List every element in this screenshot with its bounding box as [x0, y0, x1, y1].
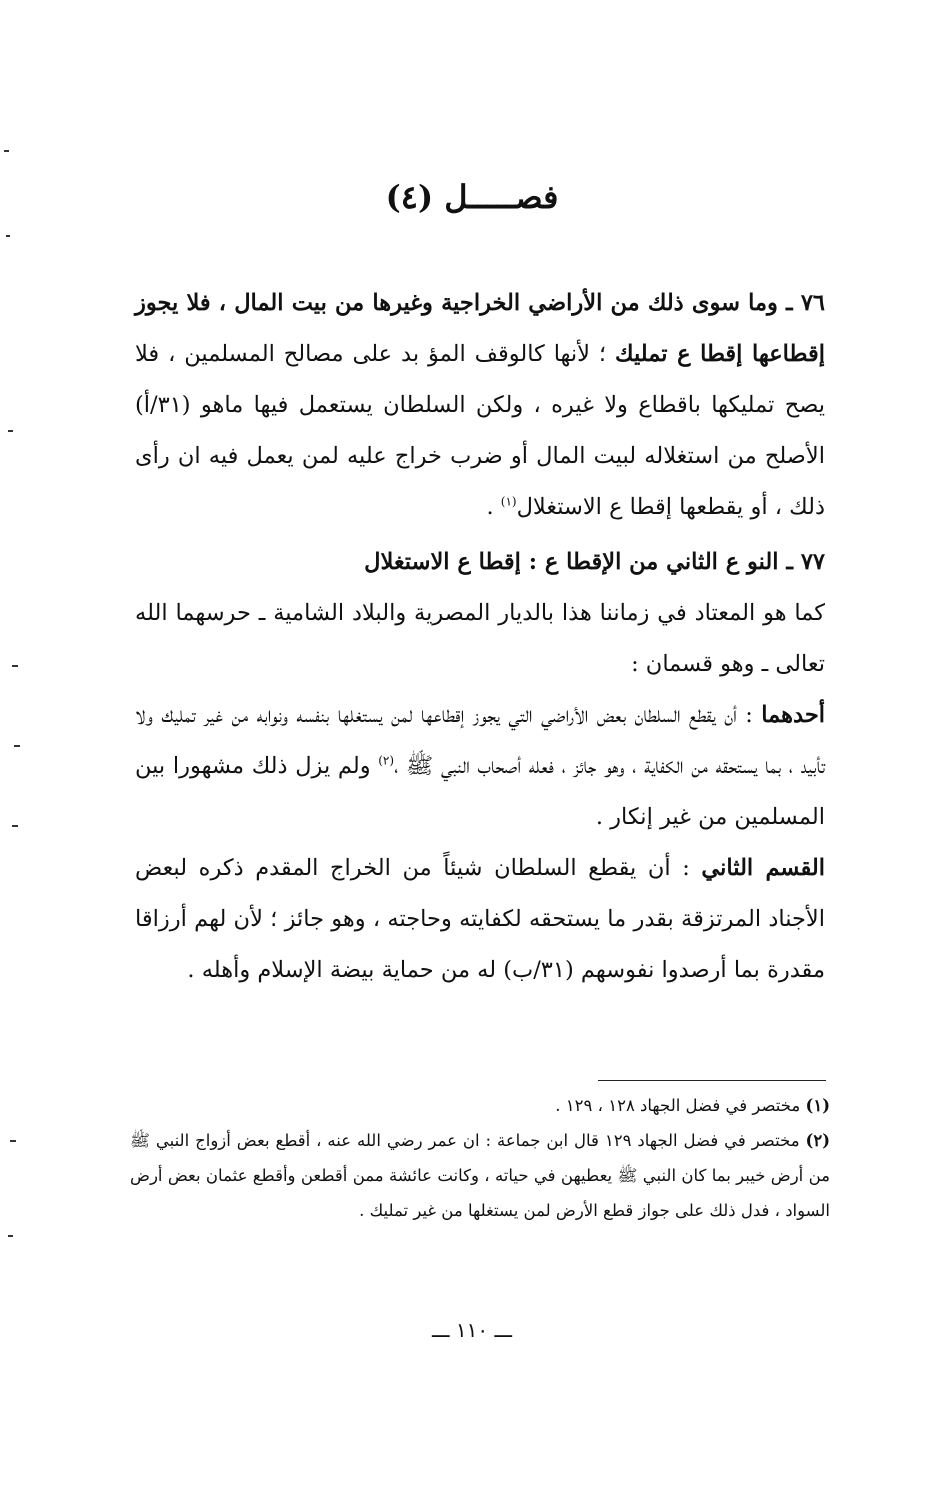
- paragraph-heading: النو ع الثاني من الإقطا ع : إقطا ع الاستغلال: [364, 549, 787, 575]
- footnote-text: مختصر في فضل الجهاد ١٢٩ قال ابن جماعة : ان عمر رضي الله عنه ، أقطع بعض أزواج النبي ﷺ من أرض خيبر بما كان النبي ﷺ يعطيهن في حياته ، وكانت عائشة ممن أقطعن وأقطع عثمان بعض أرض السواد ، فدل ذلك على جواز قطع الأرض لمن يستغلها من غير تمليك .: [130, 1131, 830, 1220]
- scan-speck: [4, 150, 9, 152]
- footnote-number: (٢): [805, 1131, 831, 1150]
- paragraph-76: [135, 278, 825, 533]
- paragraph-number: ٧٧ ـ: [786, 549, 825, 575]
- section-label: القسم الثاني: [701, 855, 825, 881]
- scan-speck: [8, 430, 13, 432]
- page-number: ـــ ١١٠ ـــ: [431, 1318, 513, 1342]
- section-heading: فصـــــل (٤): [385, 178, 559, 216]
- paragraph-number: ٧٦ ـ: [786, 290, 825, 316]
- bold-phrase: فلا يجوز إقطاعها إقطا ع تمليك: [135, 290, 826, 367]
- paragraph-lead: وما سوى ذلك من الأراضي الخراجية وغيرها من بيت المال ،: [210, 290, 787, 316]
- paragraph-text: : أن يقطع السلطان بعض الأراضي التي يجوز إقطاعها لمن يستغلها بنفسه ونوابه من غير تمليك ولا تأبيد ، بما يستحقه من الكفاية ، وهو جائز ، فعله أصحاب النبي ﷺ ،: [135, 702, 825, 779]
- scan-speck: [10, 1140, 16, 1142]
- footnote-number: (١): [805, 1096, 830, 1115]
- scan-speck: [14, 745, 20, 747]
- footnote-marker: (١): [500, 494, 517, 509]
- scan-speck: [12, 665, 18, 667]
- paragraph-text: ؛ لأنها كالوقف المؤ بد على مصالح المسلمين ، فلا يصح تمليكها باقطاع ولا غيره ، ولكن السلطان يستعمل فيها ماهو (٣١/أ) الأصلح من استغلاله لبيت المال أو ضرب خراج عليه لمن يعمل فيه ان رأى ذلك ، أو يقطعها إقطا ع الاستغلال: [135, 341, 825, 520]
- paragraph-77: [135, 537, 825, 588]
- paragraph-end: .: [486, 494, 501, 520]
- footnote-text: مختصر في فضل الجهاد ١٢٨ ، ١٢٩ .: [555, 1096, 806, 1115]
- paragraph-77-body: كما هو المعتاد في زماننا هذا بالديار المصرية والبلاد الشامية ـ حرسهما الله تعالى ـ وهو قسمان :: [135, 600, 825, 677]
- section-label: أحدهما: [761, 702, 825, 728]
- paragraph-text-cont: ولم يزل ذلك مشهورا بين المسلمين من غير إنكار .: [135, 753, 825, 830]
- footnotes: [130, 1088, 830, 1228]
- paragraph-text: : أن يقطع السلطان شيئاً من الخراج المقدم ذكره لبعض الأجناد المرتزقة بقدر ما يستحقه لكفايته وحاجته ، وهو جائز ؛ لأن لهم أرزاقا مقدرة بما أرصدوا نفوسهم (٣١/ب) له من حماية بيضة الإسلام وأهله .: [135, 855, 825, 983]
- footnote-divider: [598, 1080, 826, 1081]
- paragraph-first-type: [135, 690, 825, 843]
- main-text: [135, 278, 825, 996]
- footnote-marker: (٢): [378, 753, 395, 768]
- scan-speck: [6, 235, 10, 237]
- scan-speck: [8, 1235, 13, 1237]
- paragraph-second-type: [135, 843, 825, 996]
- scan-speck: [12, 825, 18, 827]
- footnote-2: [130, 1123, 830, 1228]
- footnote-1: [130, 1088, 830, 1123]
